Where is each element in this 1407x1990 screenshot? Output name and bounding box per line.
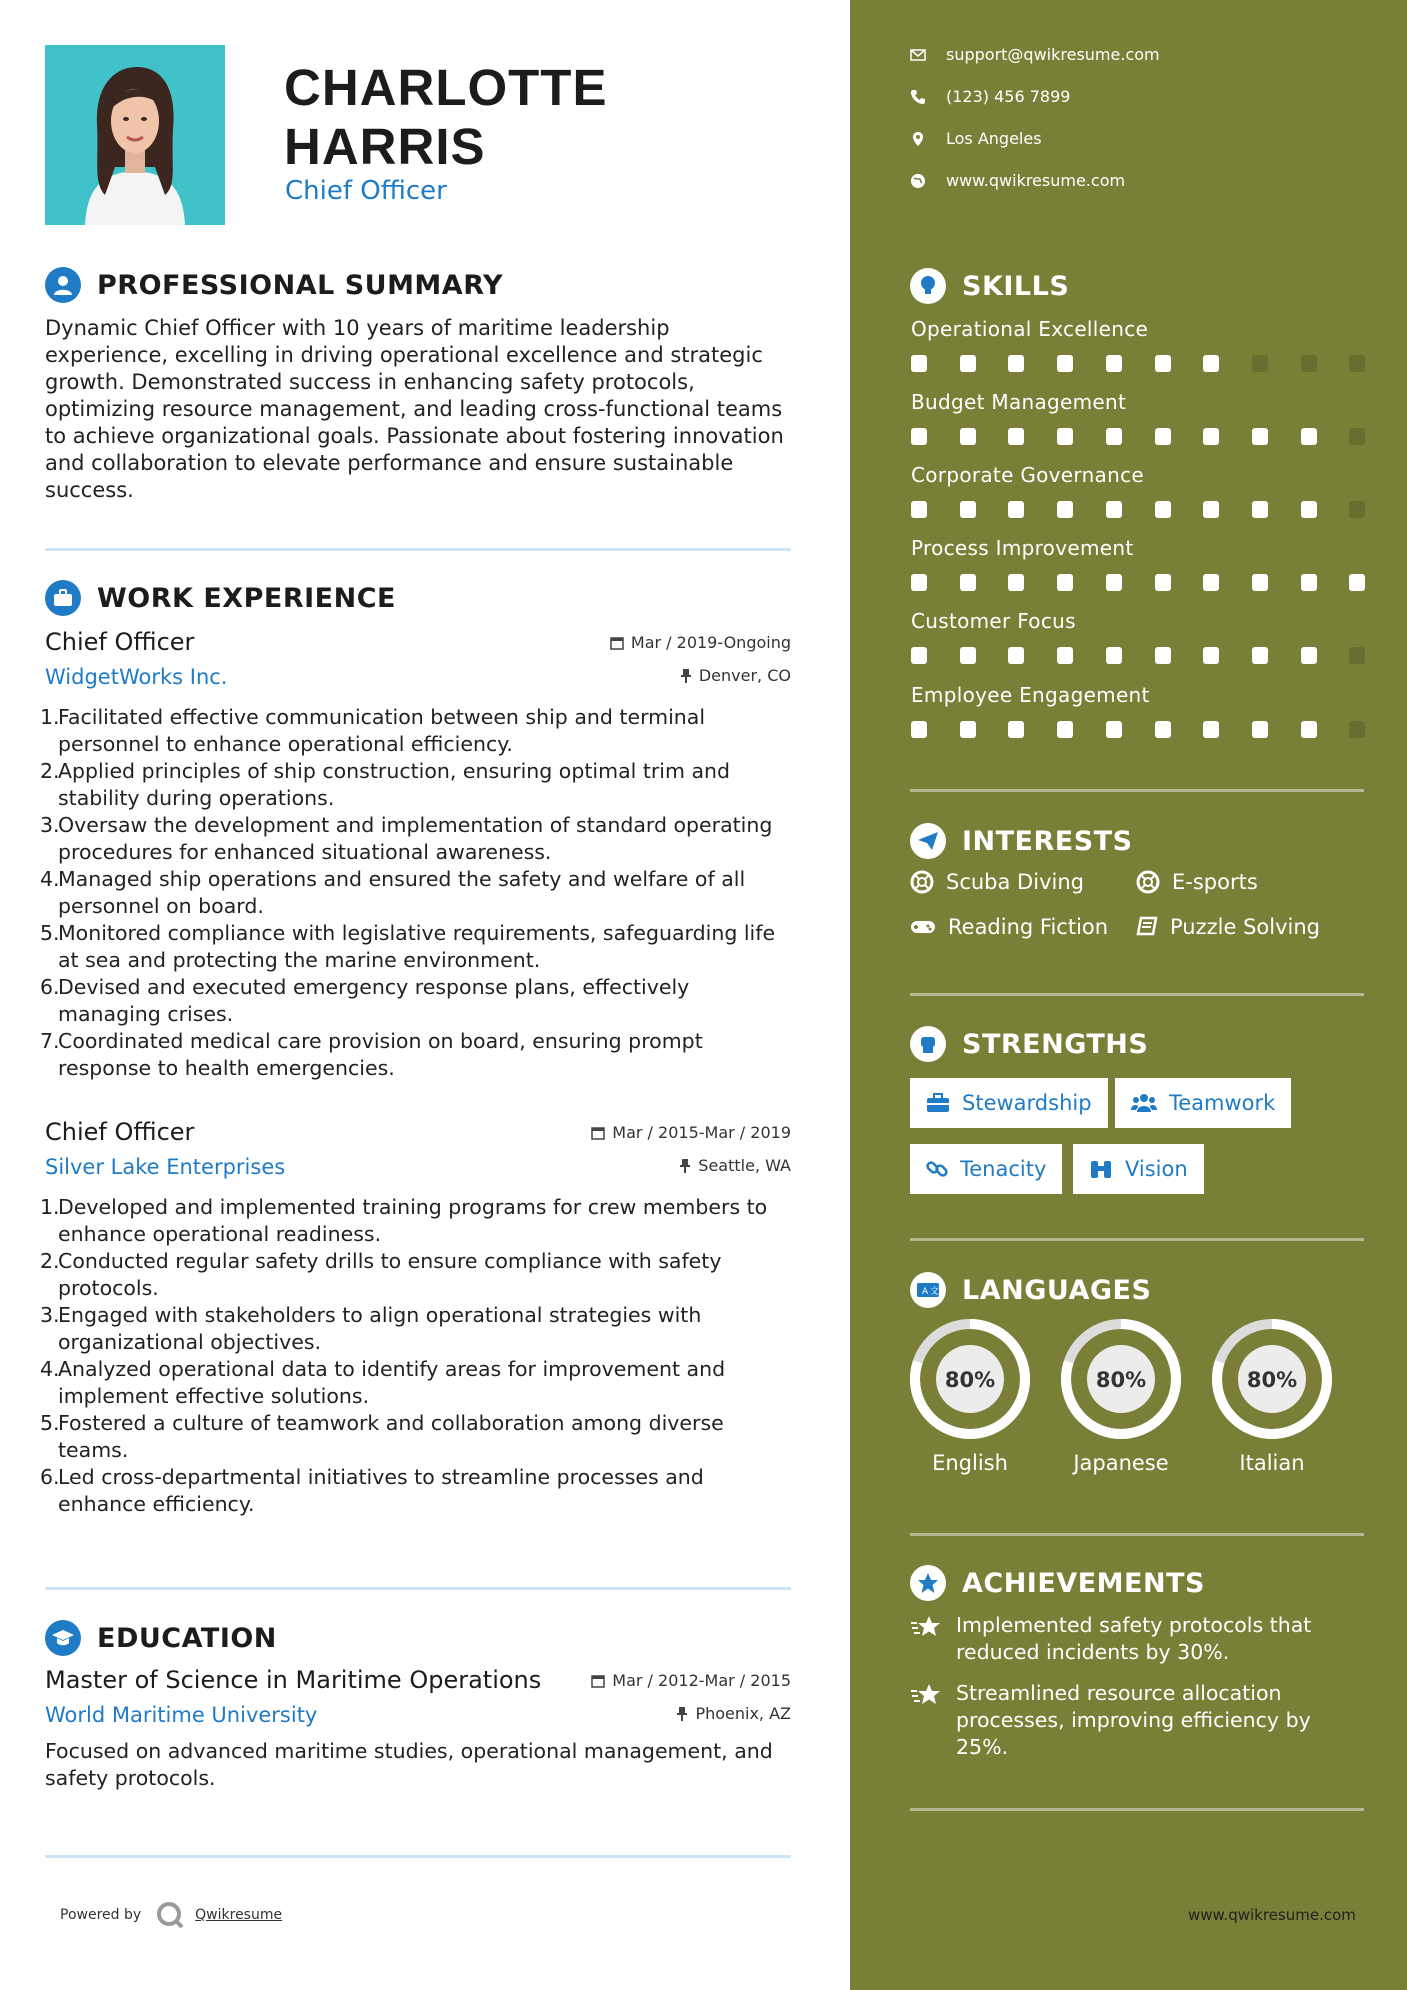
envelope-icon [910, 47, 926, 63]
skill-name: Employee Engagement [911, 683, 1150, 707]
job-company: WidgetWorks Inc. [45, 665, 228, 689]
profile-photo [45, 45, 225, 225]
contact-website[interactable] [910, 171, 1125, 190]
skill-item [911, 390, 1365, 448]
skill-dot [1203, 501, 1219, 518]
skill-dot [1203, 647, 1219, 664]
skills-heading [910, 268, 1069, 304]
skill-dot [1106, 501, 1122, 518]
skill-dot [1203, 428, 1219, 445]
achievement-text: Implemented safety protocols that reduced incidents by 30%. [956, 1613, 1312, 1664]
skill-dot [1008, 721, 1024, 738]
skill-dot [1155, 501, 1171, 518]
skill-item [911, 463, 1365, 521]
powered-by [60, 1900, 282, 1930]
skill-dot [1155, 721, 1171, 738]
list-item: 3. Oversaw the development and implementation of standard operating procedures for enhanced situational awareness. [40, 813, 773, 864]
skill-dot [1155, 574, 1171, 591]
summary-title: PROFESSIONAL SUMMARY [97, 269, 504, 301]
contact-website-text: www.qwikresume.com [946, 171, 1126, 190]
job-role: Chief Officer [45, 628, 195, 656]
interest-label: E-sports [1172, 870, 1258, 894]
qwikresume-logo-icon [155, 1900, 185, 1930]
job-location [679, 1156, 791, 1175]
skill-name: Operational Excellence [911, 317, 1149, 341]
skill-dot [1057, 428, 1073, 445]
interests-heading [910, 823, 1133, 859]
achievement-text: Streamlined resource allocation processes, improving efficiency by 25%. [956, 1681, 1311, 1759]
skill-dot [1301, 574, 1317, 591]
strength-badge [910, 1078, 1108, 1128]
skill-dot [960, 428, 976, 445]
skill-item [911, 317, 1365, 375]
skill-dot [1349, 574, 1365, 591]
skill-dot [1057, 721, 1073, 738]
skill-dot [911, 721, 927, 738]
skill-name: Customer Focus [911, 609, 1076, 633]
education-entry [45, 1666, 791, 1792]
paper-plane-icon [910, 823, 946, 859]
binoculars-icon [1089, 1158, 1113, 1180]
education-dates [591, 1671, 791, 1690]
language-gauge [1059, 1317, 1183, 1441]
users-icon [1131, 1093, 1157, 1113]
job-entry [40, 1118, 791, 1518]
skill-dot [960, 647, 976, 664]
lightbulb-icon [910, 268, 946, 304]
skill-dot [960, 355, 976, 372]
list-item: 6. Led cross-departmental initiatives to streamline processes and enhance efficiency. [40, 1465, 704, 1516]
skill-dot [1155, 647, 1171, 664]
footer-url[interactable]: www.qwikresume.com [1188, 1906, 1356, 1924]
strength-badge [910, 1144, 1062, 1194]
skill-dot [1203, 721, 1219, 738]
powered-by-link[interactable]: Qwikresume [195, 1907, 283, 1923]
list-item: 3. Engaged with stakeholders to align operational strategies with organizational objectives. [40, 1303, 702, 1354]
skill-item [911, 683, 1365, 741]
education-title: EDUCATION [97, 1622, 277, 1654]
strength-badge [1115, 1078, 1291, 1128]
contact-location [910, 129, 1042, 148]
briefcase-icon [926, 1093, 950, 1113]
language-item [1210, 1317, 1334, 1475]
strength-badge [1073, 1144, 1204, 1194]
skill-dot [1106, 574, 1122, 591]
job-location-text: Denver, CO [698, 666, 791, 685]
interest-item [910, 870, 1084, 894]
skill-name: Corporate Governance [911, 463, 1144, 487]
language-gauge [908, 1317, 1032, 1441]
language-name: Italian [1239, 1451, 1305, 1475]
skill-dot [1203, 355, 1219, 372]
name-last: HARRIS [284, 118, 486, 175]
section-divider [910, 789, 1364, 792]
skill-dot [960, 501, 976, 518]
language-gauge [1210, 1317, 1334, 1441]
strengths-heading [910, 1026, 1148, 1062]
education-location [676, 1704, 791, 1723]
skill-dot [911, 574, 927, 591]
job-dates [610, 633, 791, 652]
lifebuoy-icon [910, 870, 934, 894]
skill-dot [1252, 428, 1268, 445]
phone-icon [910, 89, 926, 105]
achievement-item [910, 1612, 1350, 1666]
language-percent: 80% [1095, 1368, 1147, 1392]
skill-dot [1349, 428, 1365, 445]
skill-rating [911, 647, 1365, 667]
svg-text:A: A [922, 1287, 929, 1297]
language-name: English [932, 1451, 1008, 1475]
calendar-icon [610, 636, 624, 650]
interest-label: Scuba Diving [946, 870, 1084, 894]
skill-dot [1301, 721, 1317, 738]
skill-dot [911, 428, 927, 445]
education-heading [45, 1620, 277, 1656]
user-icon [45, 267, 81, 303]
skill-dot [1252, 574, 1268, 591]
strengths-title: STRENGTHS [962, 1028, 1149, 1060]
star-icon [910, 1614, 942, 1640]
contact-phone[interactable] [910, 87, 1070, 106]
interests-title: INTERESTS [962, 825, 1133, 857]
education-location-text: Phoenix, AZ [695, 1704, 791, 1723]
skill-dot [1057, 574, 1073, 591]
skill-dot [1301, 355, 1317, 372]
language-item [908, 1317, 1032, 1475]
language-name: Japanese [1073, 1451, 1169, 1475]
list-item: 6. Devised and executed emergency response plans, effectively managing crises. [40, 975, 690, 1026]
calendar-icon [591, 1126, 605, 1140]
experience-heading [45, 580, 396, 616]
skill-dot [1008, 647, 1024, 664]
contact-email[interactable] [910, 45, 1160, 64]
skill-dot [1057, 501, 1073, 518]
fist-icon [910, 1026, 946, 1062]
skill-dot [960, 574, 976, 591]
summary-text: Dynamic Chief Officer with 10 years of maritime leadership experience, excelling in driving operational excellence and strategic growth. Demonstrated success in enhancing safety protocols, optimizing resource management, and leading cross-functional teams to achieve organizational goals. Passionate about fostering innovation and collaboration to elevate performance and ensure sustainable success. [45, 316, 784, 502]
experience-title: WORK EXPERIENCE [97, 582, 396, 614]
job-location [680, 666, 791, 685]
skill-dot [1252, 501, 1268, 518]
candidate-title: Chief Officer [285, 176, 447, 206]
list-item: 5. Monitored compliance with legislative requirements, safeguarding life at sea and protecting the marine environment. [40, 921, 776, 972]
skill-rating [911, 355, 1365, 375]
svg-text:文: 文 [930, 1287, 940, 1297]
languages-heading [910, 1272, 1151, 1308]
skill-name: Process Improvement [911, 536, 1134, 560]
skill-name: Budget Management [911, 390, 1127, 414]
strength-label: Teamwork [1169, 1091, 1276, 1115]
briefcase-icon [45, 580, 81, 616]
education-description: Focused on advanced maritime studies, operational management, and safety protocols. [45, 1739, 773, 1790]
skill-dot [1349, 721, 1365, 738]
skill-dot [1057, 355, 1073, 372]
skill-dot [1008, 355, 1024, 372]
degree: Master of Science in Maritime Operations [45, 1666, 542, 1694]
interest-label: Puzzle Solving [1170, 915, 1320, 939]
pin-icon [676, 1707, 688, 1721]
language-icon [910, 1272, 946, 1308]
list-item: 7. Coordinated medical care provision on board, ensuring prompt response to health emergencies. [40, 1029, 703, 1080]
section-divider [45, 1587, 791, 1590]
section-divider [910, 1533, 1364, 1536]
skill-dot [1203, 574, 1219, 591]
skill-dot [1301, 428, 1317, 445]
skill-dot [1008, 574, 1024, 591]
interest-item [910, 915, 1108, 939]
interest-item [1136, 870, 1258, 894]
skill-dot [960, 721, 976, 738]
job-dates-text: Mar / 2019-Ongoing [630, 633, 791, 652]
section-divider [910, 1238, 1364, 1241]
language-percent: 80% [1246, 1368, 1298, 1392]
skill-dot [1057, 647, 1073, 664]
name-first: CHARLOTTE [284, 59, 608, 116]
contact-email-text: support@qwikresume.com [946, 45, 1160, 64]
skill-dot [1301, 647, 1317, 664]
job-company: Silver Lake Enterprises [45, 1155, 286, 1179]
star-icon [910, 1682, 942, 1708]
skill-rating [911, 428, 1365, 448]
calendar-icon [591, 1674, 605, 1688]
language-item [1059, 1317, 1183, 1475]
achievements-title: ACHIEVEMENTS [962, 1567, 1205, 1599]
strength-label: Vision [1125, 1157, 1188, 1181]
section-divider [910, 1808, 1364, 1811]
graduation-cap-icon [45, 1620, 81, 1656]
education-dates-text: Mar / 2012-Mar / 2015 [612, 1671, 791, 1690]
skill-dot [1252, 355, 1268, 372]
strength-label: Tenacity [960, 1157, 1047, 1181]
pin-icon [680, 669, 692, 683]
skill-rating [911, 574, 1365, 594]
section-divider [910, 993, 1364, 996]
globe-icon [910, 173, 926, 189]
link-icon [926, 1158, 948, 1180]
skill-dot [1106, 647, 1122, 664]
skill-dot [1106, 428, 1122, 445]
list-item: 5. Fostered a culture of teamwork and collaboration among diverse teams. [40, 1411, 724, 1462]
skill-rating [911, 721, 1365, 741]
skill-dot [1301, 501, 1317, 518]
skill-dot [1155, 428, 1171, 445]
list-item: 4. Managed ship operations and ensured the safety and welfare of all personnel on board. [40, 867, 746, 918]
list-item: 2. Applied principles of ship construction, ensuring optimal trim and stability during operations. [40, 759, 731, 810]
map-marker-icon [910, 131, 926, 147]
skill-dot [1008, 428, 1024, 445]
skill-dot [1349, 647, 1365, 664]
interest-item [1136, 915, 1320, 939]
skills-title: SKILLS [962, 270, 1070, 302]
skill-dot [1349, 501, 1365, 518]
language-percent: 80% [944, 1368, 996, 1392]
gamepad-icon [910, 918, 936, 936]
skill-dot [1252, 721, 1268, 738]
skill-item [911, 609, 1365, 667]
list-item: 1. Developed and implemented training programs for crew members to enhance operational readiness. [40, 1195, 768, 1246]
skill-dot [1106, 721, 1122, 738]
skill-dot [1349, 355, 1365, 372]
strength-label: Stewardship [962, 1091, 1092, 1115]
job-bullets [40, 1194, 791, 1518]
languages-title: LANGUAGES [962, 1274, 1152, 1306]
skill-dot [1252, 647, 1268, 664]
contact-phone-text: (123) 456 7899 [946, 87, 1071, 106]
summary-heading [45, 267, 503, 303]
job-bullets [40, 704, 791, 1082]
powered-by-label: Powered by [60, 1907, 142, 1923]
lifebuoy-icon [1136, 870, 1160, 894]
star-badge-icon [910, 1565, 946, 1601]
skill-dot [911, 647, 927, 664]
skill-dot [1155, 355, 1171, 372]
list-item: 1. Facilitated effective communication between ship and terminal personnel to enhance operational efficiency. [40, 705, 706, 756]
book-icon [1136, 916, 1158, 938]
list-item: 2. Conducted regular safety drills to ensure compliance with safety protocols. [40, 1249, 722, 1300]
interest-label: Reading Fiction [948, 915, 1109, 939]
skill-dot [1008, 501, 1024, 518]
achievements-heading [910, 1565, 1205, 1601]
section-divider [45, 1855, 791, 1858]
skill-dot [911, 501, 927, 518]
candidate-name [284, 58, 607, 176]
job-entry [40, 628, 791, 1082]
job-location-text: Seattle, WA [698, 1156, 791, 1175]
achievement-item [910, 1680, 1350, 1761]
skill-dot [1106, 355, 1122, 372]
school: World Maritime University [45, 1703, 318, 1727]
skill-dot [911, 355, 927, 372]
job-dates-text: Mar / 2015-Mar / 2019 [612, 1123, 791, 1142]
pin-icon [679, 1159, 691, 1173]
job-dates [591, 1123, 791, 1142]
job-role: Chief Officer [45, 1118, 195, 1146]
section-divider [45, 548, 791, 551]
list-item: 4. Analyzed operational data to identify areas for improvement and implement effective solutions. [40, 1357, 726, 1408]
skill-rating [911, 501, 1365, 521]
skill-item [911, 536, 1365, 594]
contact-location-text: Los Angeles [946, 129, 1042, 148]
